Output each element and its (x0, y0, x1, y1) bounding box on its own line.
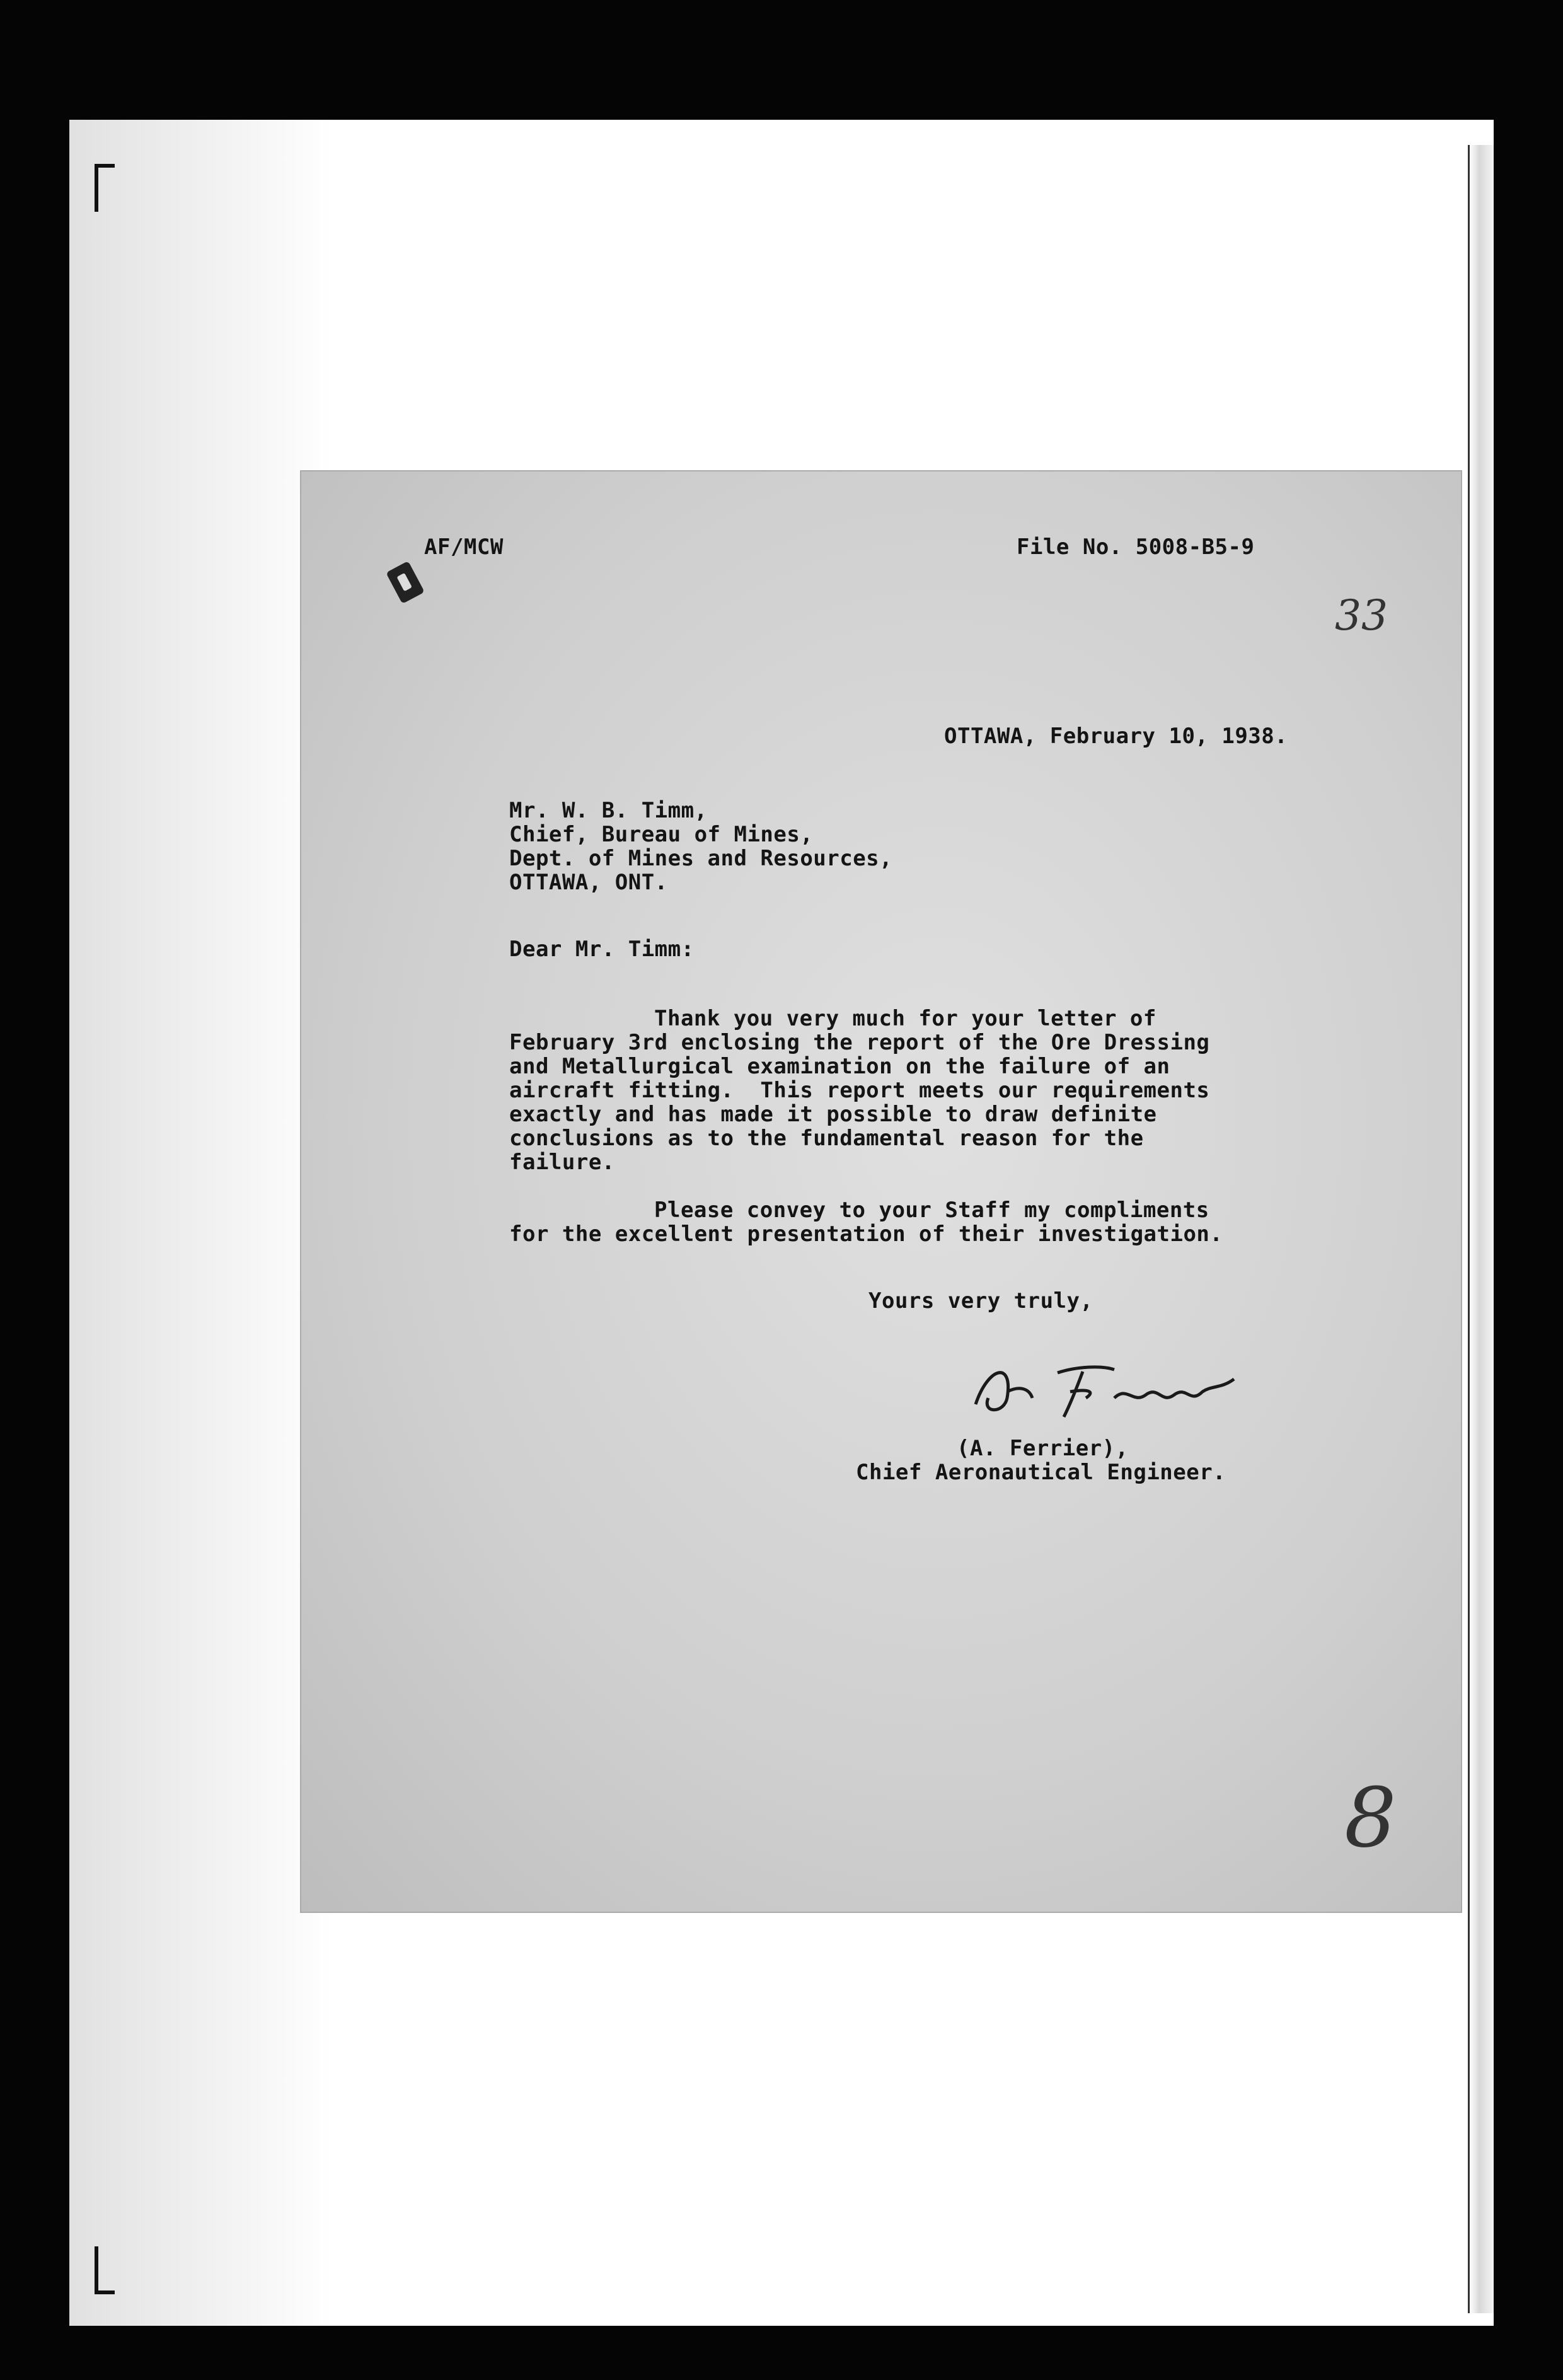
film-edge-strip (1468, 145, 1494, 2313)
file-number: File No. 5008-B5-9 (1017, 534, 1255, 560)
body-line: exactly and has made it possible to draw definite (509, 1102, 1157, 1127)
handwritten-signature (969, 1354, 1240, 1435)
place-date: OTTAWA, February 10, 1938. (944, 724, 1288, 749)
body-line: failure. (509, 1150, 615, 1175)
body-line: Please convey to your Staff my compliments (654, 1198, 1209, 1223)
signer-title: Chief Aeronautical Engineer. (856, 1460, 1226, 1485)
signer-name: (A. Ferrier), (957, 1436, 1129, 1461)
closing: Yours very truly, (868, 1288, 1093, 1314)
body-line: conclusions as to the fundamental reason for the (509, 1126, 1144, 1151)
film-haze (69, 120, 334, 2326)
crop-mark-bottom-left (95, 2246, 115, 2294)
bottom-mark: 8 (1344, 1770, 1397, 1866)
address-line: Dept. of Mines and Resources, (509, 846, 893, 871)
body-line: for the excellent presentation of their investigation. (509, 1222, 1223, 1247)
body-line: February 3rd enclosing the report of the Ore Dressing (509, 1030, 1210, 1055)
salutation: Dear Mr. Timm: (509, 937, 695, 962)
body-line: aircraft fitting. This report meets our requirements (509, 1078, 1210, 1103)
page-mark: 33 (1335, 591, 1388, 640)
body-line: Thank you very much for your letter of (654, 1006, 1156, 1031)
reference-initials: AF/MCW (424, 534, 504, 560)
address-line: OTTAWA, ONT. (509, 870, 668, 895)
body-line: and Metallurgical examination on the failure of an (509, 1054, 1170, 1079)
staple-hole (386, 561, 425, 604)
letter-sheet (301, 471, 1461, 1912)
address-line: Mr. W. B. Timm, (509, 798, 708, 823)
address-line: Chief, Bureau of Mines, (509, 822, 814, 847)
crop-mark-top-left (95, 164, 115, 212)
